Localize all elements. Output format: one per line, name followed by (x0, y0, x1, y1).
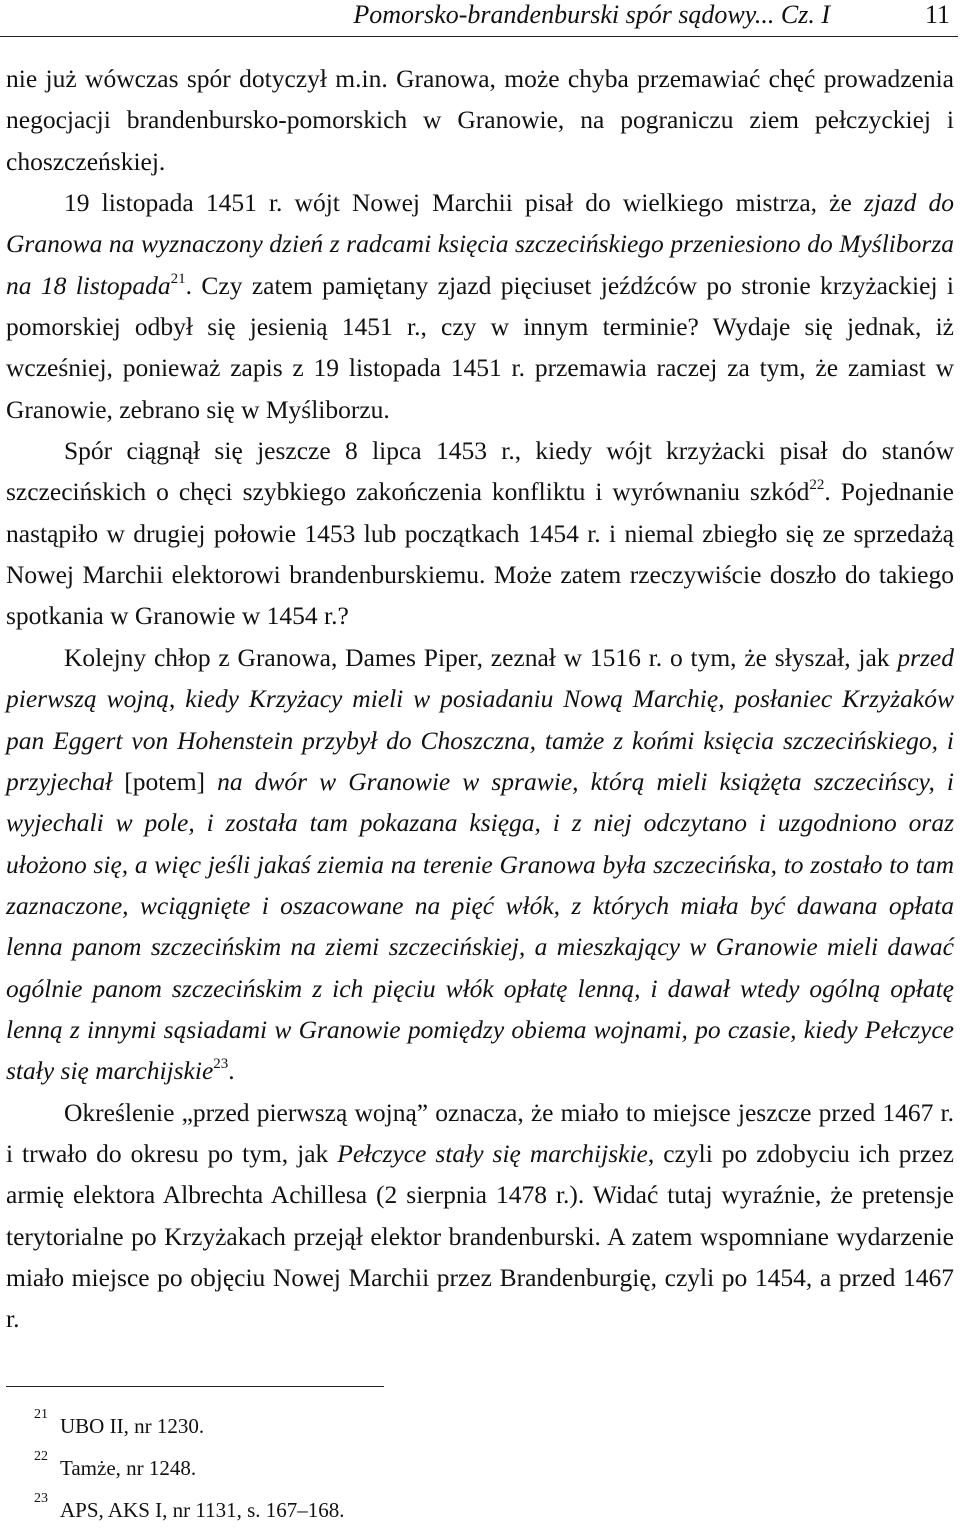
footnote-text: Tamże, nr 1248. (60, 1456, 197, 1480)
paragraph-5 (6, 1092, 954, 1340)
paragraph-text: 19 listopada 1451 r. wójt Nowej Marchii pisał do wielkiego mistrza, że (64, 188, 864, 218)
footnote-divider (6, 1386, 384, 1387)
paragraph-text: Kolejny chłop z Granowa, Dames Piper, zeznał w 1516 r. o tym, że słyszał, jak (64, 642, 898, 672)
paragraph-text: . Czy zatem pamiętany zjazd pięciuset jeźdźców po stronie krzyżackiej i pomorskiej odbył się jesienią 1451 r., czy w innym terminie? Wydaje się jednak, iż wcześniej, ponieważ zapis z 19 listopada 1451 r. przemawia raczej za tym, że zamiast w Granowie, zebrano się w Myśliborzu. (6, 270, 954, 424)
footnote-number: 22 (34, 1449, 48, 1464)
paragraph-text: . (228, 1056, 235, 1086)
footnote-ref-23[interactable]: 23 (213, 1056, 229, 1073)
footnote-text: APS, AKS I, nr 1131, s. 167–168. (60, 1498, 345, 1522)
paragraph-text: nie już wówczas spór dotyczył m.in. Granowa, może chyba przemawiać chęć prowadzenia negocjacji brandenbursko-pomorskich w Granowie, na pograniczu ziem pełczyckiej i choszczeńskiej. (6, 64, 954, 176)
paragraph-2 (6, 182, 954, 430)
italic-quote: na dwór w Granowie w sprawie, którą mieli książęta szczecińscy, i wyjechali w pole, i została tam pokazana księga, i z niej odczytano i uzgodniono oraz ułożono się, a więc jeśli jakaś ziemia na terenie Granowa była szczecińska, to zostało to tam zaznaczone, wciągnięte i oszacowane na pięć włók, z których miała być dawana opłata lenna panom szczecińskim na ziemi szczecińskiej, a mieszkający w Granowie mieli dawać ogólnie panom szczecińskim z ich pięciu włók opłatę lenną, i dawał wtedy ogólną opłatę lenną z innymi sąsiadami w Granowie pomiędzy obiema wojnami, po czasie, kiedy Pełczyce stały się marchijskie (6, 766, 954, 1086)
italic-quote: zjazd do Granowa na wyznaczony dzień z radcami księcia szczecińskiego przeniesiono do Myśliborza na 18 listopada (6, 188, 954, 300)
body-text (6, 58, 954, 1340)
page-number: 11 (924, 0, 950, 29)
paragraph-text: Spór ciągnął się jeszcze 8 lipca 1453 r., kiedy wójt krzyżacki pisał do stanów szczecińskich o chęci szybkiego zakończenia konfliktu i wyrównaniu szkód (6, 436, 954, 507)
footnote-21 (6, 1407, 706, 1453)
footnote-text: UBO II, nr 1230. (60, 1414, 205, 1438)
footnote-number: 21 (34, 1407, 48, 1422)
paragraph-text: , czyli po zdobyciu ich przez armię elektora Albrechta Achillesa (2 sierpnia 1478 r.). Widać tutaj wyraźnie, że pretensje terytorialne po Krzyżakach przejął elektor brandenburski. A zatem wspomniane wydarzenie miało miejsce po objęciu Nowej Marchii przez Brandenburgię, czyli po 1454, a przed 1467 r. (6, 1138, 955, 1334)
footnote-22 (6, 1449, 706, 1495)
footnote-23 (6, 1491, 706, 1537)
paragraph-text: Określenie „przed pierwszą wojną” oznacza, że miało to miejsce jeszcze przed 1467 r. i trwało do okresu po tym, jak (6, 1097, 954, 1168)
paragraph-3 (6, 430, 954, 637)
running-header (0, 2, 958, 37)
footnote-ref-22[interactable]: 22 (809, 477, 825, 494)
italic-quote: przed pierwszą wojną, kiedy Krzyżacy mieli w posiadaniu Nową Marchię, posłaniec Krzyżaków pan Eggert von Hohenstein przybył do Choszczna, tamże z końmi księcia szczecińskiego, i przyjechał (6, 642, 954, 796)
paragraph-4 (6, 637, 954, 1092)
footnotes (6, 1407, 706, 1537)
paragraph-text: . Pojednanie nastąpiło w drugiej połowie 1453 lub początkach 1454 r. i niemal zbiegło się ze sprzedażą Nowej Marchii elektorowi brandenburskiemu. Może zatem rzeczywiście doszło do takiego spotkania w Granowie w 1454 r.? (6, 477, 955, 631)
footnote-number: 23 (34, 1491, 48, 1506)
footnote-ref-21[interactable]: 21 (170, 270, 186, 287)
running-title: Pomorsko-brandenburski spór sądowy... Cz. I (353, 0, 830, 29)
paragraph-1 (6, 58, 954, 182)
editorial-insertion: [potem] (124, 766, 206, 796)
italic-quote: Pełczyce stały się marchijskie (337, 1138, 648, 1168)
